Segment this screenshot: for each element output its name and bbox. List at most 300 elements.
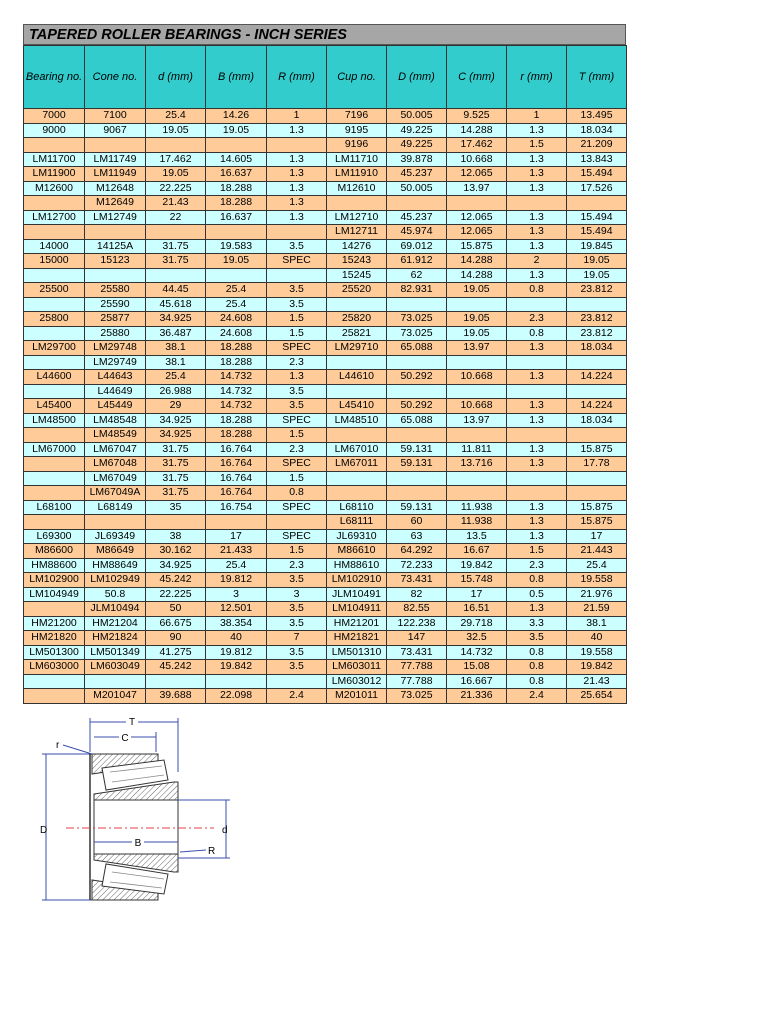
table-cell: 39.878: [387, 152, 447, 167]
table-cell: 17: [206, 529, 267, 544]
table-cell: [24, 384, 85, 399]
table-cell: 59.131: [387, 500, 447, 515]
table-cell: 1.3: [507, 602, 567, 617]
table-cell: [85, 268, 146, 283]
table-cell: 3.5: [267, 602, 327, 617]
table-cell: HM21824: [85, 631, 146, 646]
table-cell: HM88600: [24, 558, 85, 573]
table-cell: LM12749: [85, 210, 146, 225]
label-c: C: [121, 733, 129, 744]
table-cell: 25590: [85, 297, 146, 312]
table-cell: JLM10494: [85, 602, 146, 617]
table-cell: 9000: [24, 123, 85, 138]
table-cell: 14125A: [85, 239, 146, 254]
table-cell: LM603012: [327, 674, 387, 689]
table-cell: LM48510: [327, 413, 387, 428]
table-cell: 3.5: [507, 631, 567, 646]
table-cell: L68100: [24, 500, 85, 515]
table-cell: 7196: [327, 109, 387, 124]
table-cell: 25821: [327, 326, 387, 341]
table-cell: 3.5: [267, 645, 327, 660]
table-cell: [507, 428, 567, 443]
table-cell: 16.754: [206, 500, 267, 515]
table-cell: [447, 486, 507, 501]
column-header: Bearing no.: [24, 46, 85, 109]
table-cell: 15.748: [447, 573, 507, 588]
table-cell: 0.8: [507, 283, 567, 298]
label-r: r: [56, 740, 60, 751]
table-cell: 50.8: [85, 587, 146, 602]
table-cell: [507, 355, 567, 370]
column-header: C (mm): [447, 46, 507, 109]
table-cell: 13.97: [447, 341, 507, 356]
table-cell: LM67049A: [85, 486, 146, 501]
table-cell: 2.3: [267, 355, 327, 370]
table-cell: 64.292: [387, 544, 447, 559]
table-cell: 18.288: [206, 413, 267, 428]
table-cell: 10.668: [447, 152, 507, 167]
table-cell: 15243: [327, 254, 387, 269]
table-cell: 25877: [85, 312, 146, 327]
table-cell: 10.668: [447, 399, 507, 414]
table-cell: 15245: [327, 268, 387, 283]
table-cell: 1.3: [507, 181, 567, 196]
table-row: [24, 399, 627, 414]
table-cell: 24.608: [206, 326, 267, 341]
table-cell: 25.4: [146, 370, 206, 385]
table-cell: [24, 457, 85, 472]
table-cell: 3.3: [507, 616, 567, 631]
table-cell: 45.618: [146, 297, 206, 312]
table-row: [24, 152, 627, 167]
table-cell: LM67000: [24, 442, 85, 457]
table-cell: SPEC: [267, 413, 327, 428]
table-cell: 77.788: [387, 660, 447, 675]
table-row: [24, 138, 627, 153]
table-cell: LM29710: [327, 341, 387, 356]
table-cell: 73.025: [387, 326, 447, 341]
table-cell: [24, 355, 85, 370]
table-cell: HM88649: [85, 558, 146, 573]
table-row: [24, 370, 627, 385]
table-cell: 21.59: [567, 602, 627, 617]
table-row: [24, 645, 627, 660]
table-cell: 50: [146, 602, 206, 617]
table-cell: 15.494: [567, 210, 627, 225]
table-cell: 1.3: [267, 152, 327, 167]
table-cell: 1: [267, 109, 327, 124]
table-cell: 1.3: [507, 167, 567, 182]
table-cell: 22.225: [146, 181, 206, 196]
table-cell: 1.3: [507, 515, 567, 530]
table-cell: 16.764: [206, 486, 267, 501]
table-cell: 1.3: [507, 370, 567, 385]
table-cell: 21.976: [567, 587, 627, 602]
table-cell: 16.764: [206, 471, 267, 486]
table-cell: LM603000: [24, 660, 85, 675]
table-cell: SPEC: [267, 457, 327, 472]
table-cell: 19.842: [447, 558, 507, 573]
table-cell: 25.4: [206, 283, 267, 298]
table-row: [24, 123, 627, 138]
table-row: [24, 384, 627, 399]
table-cell: [85, 674, 146, 689]
table-row: [24, 602, 627, 617]
table-cell: [447, 355, 507, 370]
table-cell: 19.05: [146, 167, 206, 182]
table-cell: 21.443: [567, 544, 627, 559]
table-cell: 45.242: [146, 660, 206, 675]
table-cell: 19.812: [206, 573, 267, 588]
table-cell: 25.4: [206, 297, 267, 312]
label-d-bore: d: [222, 825, 228, 836]
table-cell: 25520: [327, 283, 387, 298]
table-cell: 19.558: [567, 645, 627, 660]
table-cell: 38.1: [146, 341, 206, 356]
table-cell: 32.5: [447, 631, 507, 646]
table-cell: M12600: [24, 181, 85, 196]
table-row: [24, 341, 627, 356]
table-cell: 26.988: [146, 384, 206, 399]
table-cell: LM29749: [85, 355, 146, 370]
table-cell: [387, 471, 447, 486]
table-cell: 3.5: [267, 384, 327, 399]
table-cell: JL69310: [327, 529, 387, 544]
column-header: r (mm): [507, 46, 567, 109]
table-cell: LM11749: [85, 152, 146, 167]
table-cell: LM29700: [24, 341, 85, 356]
table-cell: [24, 138, 85, 153]
table-cell: M86600: [24, 544, 85, 559]
table-cell: 25.4: [146, 109, 206, 124]
table-row: [24, 355, 627, 370]
label-t: T: [128, 717, 136, 728]
table-cell: 14.288: [447, 254, 507, 269]
table-cell: 9067: [85, 123, 146, 138]
table-cell: 9195: [327, 123, 387, 138]
table-cell: 7100: [85, 109, 146, 124]
table-cell: 1.5: [507, 138, 567, 153]
table-cell: JLM10491: [327, 587, 387, 602]
table-cell: 62: [387, 268, 447, 283]
column-header: d (mm): [146, 46, 206, 109]
table-cell: M201047: [85, 689, 146, 704]
table-cell: M86649: [85, 544, 146, 559]
table-cell: 50.292: [387, 370, 447, 385]
table-cell: [387, 486, 447, 501]
table-cell: 22.225: [146, 587, 206, 602]
table-cell: 3.5: [267, 616, 327, 631]
label-d-outer: D: [40, 825, 48, 836]
table-cell: 23.812: [567, 283, 627, 298]
table-cell: [85, 515, 146, 530]
table-cell: LM501310: [327, 645, 387, 660]
table-row: [24, 573, 627, 588]
table-cell: 1.3: [507, 123, 567, 138]
table-cell: LM11900: [24, 167, 85, 182]
table-cell: [24, 225, 85, 240]
table-cell: LM48500: [24, 413, 85, 428]
table-cell: 18.288: [206, 428, 267, 443]
table-cell: 31.75: [146, 457, 206, 472]
table-cell: 18.288: [206, 196, 267, 211]
table-cell: 9.525: [447, 109, 507, 124]
table-cell: 1.3: [507, 413, 567, 428]
table-cell: LM11910: [327, 167, 387, 182]
table-cell: L68149: [85, 500, 146, 515]
table-cell: [267, 138, 327, 153]
table-row: [24, 529, 627, 544]
table-cell: [206, 138, 267, 153]
table-cell: M86610: [327, 544, 387, 559]
table-cell: [387, 297, 447, 312]
table-cell: 25.4: [567, 558, 627, 573]
table-cell: [327, 196, 387, 211]
table-cell: 0.8: [507, 326, 567, 341]
table-cell: [507, 297, 567, 312]
table-cell: 19.05: [146, 123, 206, 138]
table-cell: 15.08: [447, 660, 507, 675]
table-cell: 45.237: [387, 167, 447, 182]
table-cell: 1.5: [267, 428, 327, 443]
table-cell: 17.462: [146, 152, 206, 167]
table-cell: 1.3: [267, 181, 327, 196]
table-cell: 14000: [24, 239, 85, 254]
label-r-cone: R: [208, 846, 216, 857]
table-cell: SPEC: [267, 254, 327, 269]
table-cell: [447, 297, 507, 312]
table-row: [24, 544, 627, 559]
table-cell: [146, 674, 206, 689]
table-cell: 14.732: [206, 384, 267, 399]
table-cell: 31.75: [146, 471, 206, 486]
table-cell: 29: [146, 399, 206, 414]
table-cell: 16.637: [206, 167, 267, 182]
table-cell: 0.8: [507, 573, 567, 588]
table-cell: [24, 471, 85, 486]
table-title: TAPERED ROLLER BEARINGS - INCH SERIES: [23, 24, 626, 45]
table-cell: 1.3: [507, 239, 567, 254]
table-cell: [567, 196, 627, 211]
table-cell: 59.131: [387, 442, 447, 457]
table-cell: 1.3: [507, 500, 567, 515]
table-cell: LM102949: [85, 573, 146, 588]
table-cell: [24, 486, 85, 501]
table-cell: 1.3: [507, 268, 567, 283]
table-cell: 15.875: [567, 442, 627, 457]
bearing-cross-section-diagram: [30, 712, 250, 912]
table-row: [24, 674, 627, 689]
table-cell: [327, 384, 387, 399]
table-cell: [206, 268, 267, 283]
table-cell: 15.875: [567, 500, 627, 515]
table-cell: [267, 515, 327, 530]
table-cell: 61.912: [387, 254, 447, 269]
table-cell: 59.131: [387, 457, 447, 472]
table-cell: LM11710: [327, 152, 387, 167]
table-row: [24, 283, 627, 298]
table-row: [24, 268, 627, 283]
table-cell: 11.811: [447, 442, 507, 457]
table-cell: 1.5: [267, 326, 327, 341]
table-row: [24, 471, 627, 486]
table-cell: 11.938: [447, 500, 507, 515]
table-cell: [267, 268, 327, 283]
table-row: [24, 486, 627, 501]
table-cell: LM12711: [327, 225, 387, 240]
table-cell: 25.654: [567, 689, 627, 704]
table-cell: [387, 384, 447, 399]
table-cell: [567, 384, 627, 399]
table-cell: 72.233: [387, 558, 447, 573]
table-row: [24, 413, 627, 428]
table-cell: 0.8: [507, 674, 567, 689]
table-cell: 14.26: [206, 109, 267, 124]
table-cell: 1.3: [507, 529, 567, 544]
table-cell: 0.5: [507, 587, 567, 602]
table-cell: L45449: [85, 399, 146, 414]
table-cell: 23.812: [567, 326, 627, 341]
table-cell: 25500: [24, 283, 85, 298]
table-cell: 0.8: [507, 645, 567, 660]
table-cell: 16.764: [206, 457, 267, 472]
table-cell: [206, 225, 267, 240]
table-cell: 2.3: [267, 558, 327, 573]
bearings-table: [23, 45, 627, 704]
table-cell: LM102900: [24, 573, 85, 588]
table-cell: 1.3: [507, 442, 567, 457]
table-cell: 1.3: [507, 152, 567, 167]
table-cell: 90: [146, 631, 206, 646]
table-cell: 7000: [24, 109, 85, 124]
table-cell: 31.75: [146, 254, 206, 269]
table-cell: 34.925: [146, 428, 206, 443]
table-cell: 31.75: [146, 486, 206, 501]
table-cell: L44600: [24, 370, 85, 385]
table-cell: 82.931: [387, 283, 447, 298]
table-cell: L69300: [24, 529, 85, 544]
table-cell: 122.238: [387, 616, 447, 631]
table-cell: 2.4: [507, 689, 567, 704]
table-cell: 22: [146, 210, 206, 225]
table-row: [24, 181, 627, 196]
table-cell: 66.675: [146, 616, 206, 631]
table-cell: [206, 515, 267, 530]
table-cell: LM67011: [327, 457, 387, 472]
table-cell: 18.034: [567, 341, 627, 356]
table-cell: 19.05: [206, 123, 267, 138]
table-row: [24, 500, 627, 515]
table-row: [24, 660, 627, 675]
table-cell: [387, 355, 447, 370]
table-cell: [24, 196, 85, 211]
table-cell: 2.3: [267, 442, 327, 457]
table-cell: 39.688: [146, 689, 206, 704]
table-row: [24, 210, 627, 225]
column-header: B (mm): [206, 46, 267, 109]
table-cell: 49.225: [387, 123, 447, 138]
table-row: [24, 631, 627, 646]
table-cell: [447, 384, 507, 399]
table-cell: LM67010: [327, 442, 387, 457]
table-cell: 77.788: [387, 674, 447, 689]
table-cell: HM21204: [85, 616, 146, 631]
table-cell: LM29748: [85, 341, 146, 356]
table-cell: 19.05: [447, 312, 507, 327]
table-cell: 16.667: [447, 674, 507, 689]
table-cell: 73.025: [387, 312, 447, 327]
table-cell: LM48548: [85, 413, 146, 428]
table-cell: 1.5: [267, 471, 327, 486]
table-cell: 15.875: [567, 515, 627, 530]
table-cell: 3.5: [267, 660, 327, 675]
table-cell: 50.292: [387, 399, 447, 414]
table-cell: 25800: [24, 312, 85, 327]
table-cell: 13.5: [447, 529, 507, 544]
table-cell: 25.4: [206, 558, 267, 573]
table-cell: [567, 471, 627, 486]
table-cell: LM501349: [85, 645, 146, 660]
table-cell: [146, 225, 206, 240]
table-cell: 1.3: [507, 225, 567, 240]
table-cell: [146, 138, 206, 153]
table-cell: 21.43: [146, 196, 206, 211]
table-cell: L44649: [85, 384, 146, 399]
table-cell: HM88610: [327, 558, 387, 573]
table-cell: 19.05: [567, 268, 627, 283]
table-cell: SPEC: [267, 341, 327, 356]
table-cell: 50.005: [387, 109, 447, 124]
table-cell: 41.275: [146, 645, 206, 660]
table-cell: 18.288: [206, 181, 267, 196]
table-cell: HM21820: [24, 631, 85, 646]
table-cell: LM67048: [85, 457, 146, 472]
table-cell: 45.974: [387, 225, 447, 240]
table-row: [24, 254, 627, 269]
table-cell: HM21821: [327, 631, 387, 646]
table-cell: 19.05: [567, 254, 627, 269]
table-cell: [24, 689, 85, 704]
column-header: T (mm): [567, 46, 627, 109]
table-cell: 82.55: [387, 602, 447, 617]
table-cell: LM67049: [85, 471, 146, 486]
table-cell: 1.3: [507, 399, 567, 414]
table-cell: [567, 428, 627, 443]
table-cell: [146, 515, 206, 530]
table-cell: [327, 471, 387, 486]
table-cell: 15.494: [567, 167, 627, 182]
table-cell: LM104949: [24, 587, 85, 602]
table-cell: [24, 602, 85, 617]
table-cell: [24, 297, 85, 312]
table-cell: LM501300: [24, 645, 85, 660]
table-cell: 14.605: [206, 152, 267, 167]
table-cell: 18.034: [567, 123, 627, 138]
table-cell: 13.843: [567, 152, 627, 167]
table-cell: 18.288: [206, 355, 267, 370]
table-row: [24, 225, 627, 240]
table-cell: 12.065: [447, 210, 507, 225]
table-cell: [327, 297, 387, 312]
table-cell: 15123: [85, 254, 146, 269]
table-cell: 16.764: [206, 442, 267, 457]
table-row: [24, 196, 627, 211]
table-cell: 24.608: [206, 312, 267, 327]
table-cell: 3.5: [267, 297, 327, 312]
table-cell: 1.5: [507, 544, 567, 559]
table-cell: 73.431: [387, 645, 447, 660]
table-cell: 1.3: [267, 167, 327, 182]
